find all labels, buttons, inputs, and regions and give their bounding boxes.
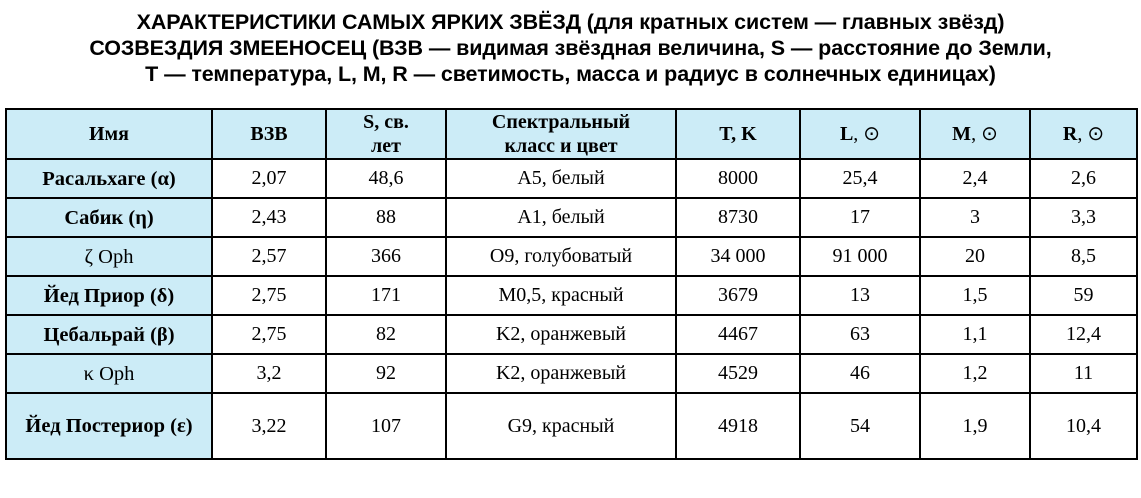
page-title <box>0 0 1141 87</box>
star-name-text: κ Oph <box>83 362 135 385</box>
cell-distance: 107 <box>326 393 446 459</box>
cell-temperature: 8000 <box>676 159 800 198</box>
cell-spectral: K2, оранжевый <box>446 315 676 354</box>
cell-distance: 366 <box>326 237 446 276</box>
cell-distance: 171 <box>326 276 446 315</box>
cell-radius: 3,3 <box>1030 198 1137 237</box>
cell-temperature: 34 000 <box>676 237 800 276</box>
column-header-spectral-line2: класс и цвет <box>504 135 618 157</box>
cell-vzv: 3,2 <box>212 354 326 393</box>
cell-luminosity: 63 <box>800 315 920 354</box>
cell-mass: 1,5 <box>920 276 1030 315</box>
title-line-2: СОЗВЕЗДИЯ ЗМЕЕНОСЕЦ (ВЗВ — видимая звёздная величина, S — расстояние до Земли, <box>89 36 1052 60</box>
table-row <box>6 315 1137 354</box>
cell-luminosity: 54 <box>800 393 920 459</box>
title-line-1: ХАРАКТЕРИСТИКИ САМЫХ ЯРКИХ ЗВЁЗД (для кратных систем — главных звёзд) <box>136 10 1005 34</box>
table-body <box>6 159 1137 459</box>
table-header-row <box>6 109 1137 159</box>
column-header-luminosity <box>800 109 920 159</box>
mass-sun-unit: , ⊙ <box>971 123 998 145</box>
cell-luminosity: 17 <box>800 198 920 237</box>
cell-radius: 11 <box>1030 354 1137 393</box>
table-row <box>6 276 1137 315</box>
cell-mass: 1,2 <box>920 354 1030 393</box>
column-header-vzv: ВЗВ <box>212 109 326 159</box>
cell-spectral: M0,5, красный <box>446 276 676 315</box>
cell-distance: 92 <box>326 354 446 393</box>
cell-distance: 88 <box>326 198 446 237</box>
cell-spectral: G9, красный <box>446 393 676 459</box>
cell-vzv: 2,75 <box>212 276 326 315</box>
cell-radius: 59 <box>1030 276 1137 315</box>
cell-temperature: 4529 <box>676 354 800 393</box>
cell-spectral: A5, белый <box>446 159 676 198</box>
luminosity-symbol: L <box>839 123 854 145</box>
column-header-distance-line1: S, св. <box>363 111 409 133</box>
table-row <box>6 237 1137 276</box>
table-row <box>6 159 1137 198</box>
cell-star-name <box>6 354 212 393</box>
stars-table <box>5 108 1138 460</box>
radius-sun-unit: , ⊙ <box>1077 123 1105 145</box>
cell-star-name: Расальхаге (α) <box>6 159 212 198</box>
cell-temperature: 4467 <box>676 315 800 354</box>
cell-spectral: K2, оранжевый <box>446 354 676 393</box>
cell-radius: 12,4 <box>1030 315 1137 354</box>
cell-mass: 20 <box>920 237 1030 276</box>
luminosity-sun-unit: , ⊙ <box>853 123 881 145</box>
table-row <box>6 354 1137 393</box>
cell-mass: 1,9 <box>920 393 1030 459</box>
column-header-radius <box>1030 109 1137 159</box>
cell-vzv: 3,22 <box>212 393 326 459</box>
table-header <box>6 109 1137 159</box>
cell-luminosity: 25,4 <box>800 159 920 198</box>
star-name-text: ζ Oph <box>84 245 134 268</box>
title-line-3: T — температура, L, M, R — светимость, масса и радиус в солнечных единицах) <box>145 62 996 86</box>
cell-temperature: 4918 <box>676 393 800 459</box>
column-header-spectral-line1: Спектральный <box>491 111 631 133</box>
cell-star-name: Йед Приор (δ) <box>6 276 212 315</box>
cell-vzv: 2,07 <box>212 159 326 198</box>
mass-symbol: M <box>952 123 972 145</box>
cell-star-name: Цебальрай (β) <box>6 315 212 354</box>
cell-distance: 82 <box>326 315 446 354</box>
cell-mass: 1,1 <box>920 315 1030 354</box>
cell-spectral: O9, голубоватый <box>446 237 676 276</box>
cell-temperature: 3679 <box>676 276 800 315</box>
cell-star-name: Йед Постериор (ε) <box>6 393 212 459</box>
column-header-mass <box>920 109 1030 159</box>
column-header-temperature: T, K <box>676 109 800 159</box>
cell-radius: 8,5 <box>1030 237 1137 276</box>
cell-star-name: Сабик (η) <box>6 198 212 237</box>
table-row <box>6 198 1137 237</box>
cell-luminosity: 91 000 <box>800 237 920 276</box>
cell-mass: 3 <box>920 198 1030 237</box>
cell-luminosity: 46 <box>800 354 920 393</box>
cell-mass: 2,4 <box>920 159 1030 198</box>
cell-vzv: 2,43 <box>212 198 326 237</box>
column-header-spectral <box>446 109 676 159</box>
cell-vzv: 2,57 <box>212 237 326 276</box>
cell-luminosity: 13 <box>800 276 920 315</box>
column-header-distance <box>326 109 446 159</box>
cell-radius: 2,6 <box>1030 159 1137 198</box>
cell-spectral: A1, белый <box>446 198 676 237</box>
table-row <box>6 393 1137 459</box>
cell-vzv: 2,75 <box>212 315 326 354</box>
radius-symbol: R <box>1062 123 1078 145</box>
cell-star-name <box>6 237 212 276</box>
cell-distance: 48,6 <box>326 159 446 198</box>
cell-radius: 10,4 <box>1030 393 1137 459</box>
stars-table-container <box>5 108 1136 460</box>
column-header-distance-line2: лет <box>371 135 401 157</box>
cell-temperature: 8730 <box>676 198 800 237</box>
column-header-name: Имя <box>6 109 212 159</box>
